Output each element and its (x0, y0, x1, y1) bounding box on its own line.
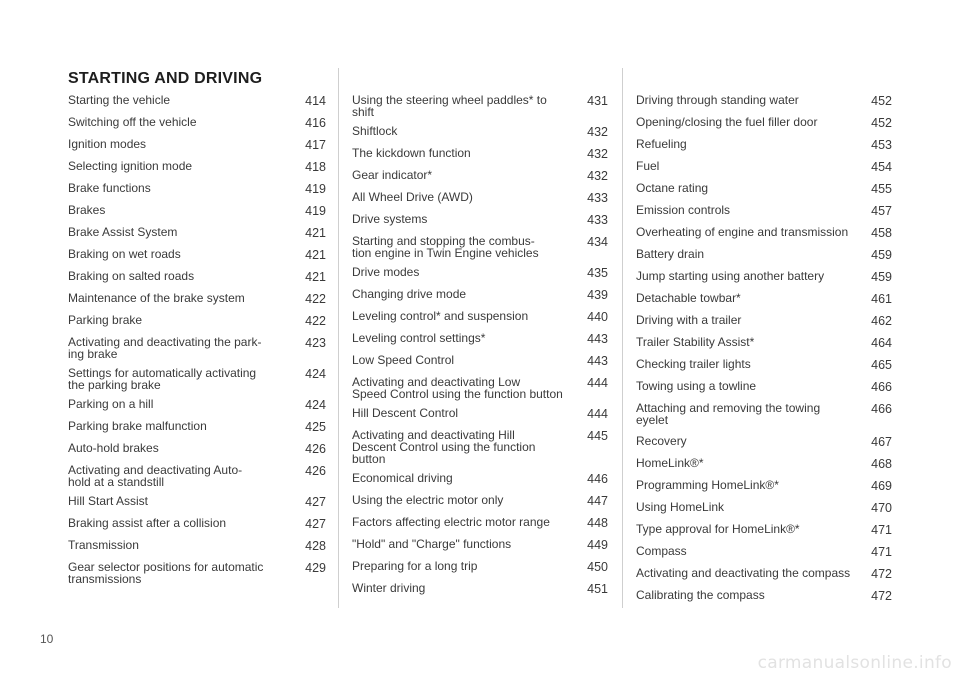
toc-entry[interactable] (352, 266, 608, 279)
toc-entry[interactable] (68, 539, 326, 552)
toc-entry[interactable] (352, 147, 608, 160)
toc-entry[interactable] (636, 545, 892, 558)
toc-entry-page: 449 (587, 538, 608, 552)
toc-entry-page: 432 (587, 169, 608, 183)
toc-entry-page: 450 (587, 560, 608, 574)
toc-entry-title: Checking trailer lights (636, 357, 751, 371)
toc-entry-page: 472 (871, 589, 892, 603)
toc-entry[interactable] (68, 204, 326, 217)
toc-entry-title: Calibrating the compass (636, 588, 765, 602)
toc-entry-title: Gear selector positions for automatic transmissions (68, 560, 264, 586)
toc-entry-title: Using the electric motor only (352, 493, 504, 507)
toc-entry[interactable] (68, 398, 326, 411)
toc-entry-page: 423 (305, 336, 326, 350)
toc-entry[interactable] (636, 457, 892, 470)
toc-entry-title: Recovery (636, 434, 687, 448)
toc-column-2 (352, 94, 608, 604)
toc-entry-title: Ignition modes (68, 137, 147, 151)
toc-entry-page: 424 (305, 367, 326, 381)
toc-entry-page: 425 (305, 420, 326, 434)
toc-entry[interactable] (352, 125, 608, 138)
toc-entry[interactable] (352, 376, 608, 400)
column-divider (338, 68, 339, 608)
toc-entry-page: 465 (871, 358, 892, 372)
toc-entry-title: Attaching and removing the towing eyelet (636, 401, 821, 427)
toc-entry[interactable] (68, 270, 326, 283)
toc-entry-page: 458 (871, 226, 892, 240)
toc-entry[interactable] (352, 169, 608, 182)
toc-entry[interactable] (636, 501, 892, 514)
toc-entry-title: Hill Start Assist (68, 494, 149, 508)
toc-entry-title: Braking on wet roads (68, 247, 181, 261)
toc-entry-title: Factors affecting electric motor range (352, 515, 550, 529)
toc-entry-page: 462 (871, 314, 892, 328)
toc-entry-title: "Hold" and "Charge" functions (352, 537, 512, 551)
toc-entry-page: 440 (587, 310, 608, 324)
toc-entry-title: Activating and deactivating the park- ing brake (68, 335, 262, 361)
toc-entry-title: Detachable towbar* (636, 291, 741, 305)
toc-entry-page: 421 (305, 270, 326, 284)
section-title: STARTING AND DRIVING (68, 70, 263, 87)
toc-entry[interactable] (636, 314, 892, 327)
toc-entry-title: Brake Assist System (68, 225, 178, 239)
toc-entry[interactable] (352, 582, 608, 595)
toc-entry-title: Overheating of engine and transmission (636, 225, 849, 239)
toc-entry[interactable] (636, 160, 892, 173)
toc-entry[interactable] (68, 517, 326, 530)
toc-entry-title: Battery drain (636, 247, 705, 261)
toc-entry-title: Programming HomeLink®* (636, 478, 779, 492)
toc-entry-title: Preparing for a long trip (352, 559, 478, 573)
toc-entry[interactable] (636, 479, 892, 492)
toc-entry-title: Driving through standing water (636, 93, 799, 107)
toc-entry[interactable] (68, 94, 326, 107)
toc-entry-title: Gear indicator* (352, 168, 433, 182)
toc-entry-page: 466 (871, 380, 892, 394)
toc-entry[interactable] (636, 204, 892, 217)
toc-entry[interactable] (68, 442, 326, 455)
toc-entry-title: Trailer Stability Assist* (636, 335, 755, 349)
toc-entry-page: 467 (871, 435, 892, 449)
toc-entry-title: Switching off the vehicle (68, 115, 197, 129)
toc-entry[interactable] (636, 523, 892, 536)
toc-entry-title: Using the steering wheel paddles* to shift (352, 93, 547, 119)
toc-entry-page: 444 (587, 407, 608, 421)
toc-entry[interactable] (636, 589, 892, 602)
toc-entry-page: 451 (587, 582, 608, 596)
toc-entry[interactable] (68, 367, 326, 391)
toc-entry-title: Activating and deactivating Low Speed Control using the function button (352, 375, 563, 401)
toc-entry[interactable] (352, 191, 608, 204)
toc-entry[interactable] (68, 292, 326, 305)
toc-entry[interactable] (68, 336, 326, 360)
toc-entry-title: Braking on salted roads (68, 269, 195, 283)
toc-entry[interactable] (636, 116, 892, 129)
toc-entry-page: 455 (871, 182, 892, 196)
toc-entry-page: 461 (871, 292, 892, 306)
toc-entry-title: Leveling control* and suspension (352, 309, 529, 323)
watermark: carmanualsonline.info (757, 653, 952, 673)
toc-entry[interactable] (636, 402, 892, 426)
toc-entry[interactable] (68, 138, 326, 151)
toc-entry-title: Fuel (636, 159, 660, 173)
toc-entry-page: 418 (305, 160, 326, 174)
toc-entry[interactable] (68, 160, 326, 173)
toc-entry-page: 459 (871, 248, 892, 262)
toc-entry-page: 419 (305, 182, 326, 196)
toc-entry-page: 429 (305, 561, 326, 575)
toc-entry[interactable] (68, 248, 326, 261)
toc-entry-title: Parking on a hill (68, 397, 154, 411)
toc-entry[interactable] (636, 94, 892, 107)
toc-entry-title: Activating and deactivating Hill Descent Control using the function button (352, 428, 536, 466)
toc-column-3 (636, 94, 892, 611)
toc-entry-title: Starting the vehicle (68, 93, 171, 107)
toc-entry-title: HomeLink®* (636, 456, 704, 470)
toc-entry[interactable] (636, 248, 892, 261)
toc-entry[interactable] (68, 182, 326, 195)
toc-entry-page: 457 (871, 204, 892, 218)
column-divider (622, 68, 623, 608)
toc-entry-page: 443 (587, 354, 608, 368)
toc-entry-page: 427 (305, 517, 326, 531)
toc-entry-title: Economical driving (352, 471, 453, 485)
toc-entry[interactable] (352, 407, 608, 420)
toc-entry-title: Jump starting using another battery (636, 269, 825, 283)
toc-entry-title: Transmission (68, 538, 139, 552)
toc-entry[interactable] (68, 561, 326, 585)
toc-entry-page: 453 (871, 138, 892, 152)
toc-entry-title: Winter driving (352, 581, 426, 595)
toc-entry[interactable] (352, 494, 608, 507)
toc-entry-page: 426 (305, 442, 326, 456)
toc-entry[interactable] (636, 138, 892, 151)
toc-entry-page: 448 (587, 516, 608, 530)
toc-entry-title: Changing drive mode (352, 287, 467, 301)
page-number: 10 (40, 632, 54, 646)
toc-entry-title: Towing using a towline (636, 379, 757, 393)
toc-entry-page: 431 (587, 94, 608, 108)
toc-entry-page: 434 (587, 235, 608, 249)
toc-entry-title: Parking brake (68, 313, 143, 327)
toc-entry-page: 459 (871, 270, 892, 284)
toc-entry[interactable] (352, 429, 608, 465)
toc-entry[interactable] (352, 94, 608, 118)
toc-entry-title: Parking brake malfunction (68, 419, 207, 433)
toc-entry[interactable] (636, 380, 892, 393)
toc-entry-page: 447 (587, 494, 608, 508)
toc-entry-title: Auto-hold brakes (68, 441, 159, 455)
toc-entry-title: Maintenance of the brake system (68, 291, 245, 305)
toc-entry-title: Type approval for HomeLink®* (636, 522, 800, 536)
toc-entry[interactable] (68, 495, 326, 508)
toc-entry-page: 416 (305, 116, 326, 130)
toc-entry[interactable] (352, 332, 608, 345)
toc-entry-title: Brakes (68, 203, 106, 217)
toc-entry-page: 432 (587, 147, 608, 161)
toc-entry-page: 470 (871, 501, 892, 515)
toc-entry-page: 454 (871, 160, 892, 174)
toc-entry-page: 432 (587, 125, 608, 139)
toc-entry-page: 427 (305, 495, 326, 509)
toc-entry[interactable] (68, 420, 326, 433)
toc-entry-title: Leveling control settings* (352, 331, 486, 345)
toc-entry[interactable] (636, 226, 892, 239)
toc-entry-title: Driving with a trailer (636, 313, 742, 327)
toc-entry-page: 439 (587, 288, 608, 302)
toc-entry-page: 445 (587, 429, 608, 443)
toc-entry[interactable] (636, 435, 892, 448)
toc-entry-page: 452 (871, 116, 892, 130)
toc-entry-page: 471 (871, 523, 892, 537)
toc-entry-title: Low Speed Control (352, 353, 455, 367)
toc-entry[interactable] (68, 314, 326, 327)
toc-entry-title: All Wheel Drive (AWD) (352, 190, 473, 204)
toc-entry[interactable] (68, 464, 326, 488)
toc-entry[interactable] (636, 358, 892, 371)
toc-entry-page: 419 (305, 204, 326, 218)
toc-entry-page: 468 (871, 457, 892, 471)
toc-entry-title: Selecting ignition mode (68, 159, 193, 173)
toc-entry-title: Drive modes (352, 265, 420, 279)
toc-entry-page: 424 (305, 398, 326, 412)
toc-entry[interactable] (352, 310, 608, 323)
toc-entry-title: Refueling (636, 137, 687, 151)
toc-column-1 (68, 94, 326, 592)
toc-entry[interactable] (352, 354, 608, 367)
toc-entry-page: 422 (305, 314, 326, 328)
toc-entry-page: 428 (305, 539, 326, 553)
toc-entry-page: 426 (305, 464, 326, 478)
toc-entry-page: 443 (587, 332, 608, 346)
toc-entry-title: Hill Descent Control (352, 406, 459, 420)
toc-entry-title: Starting and stopping the combus- tion engine in Twin Engine vehicles (352, 234, 539, 260)
toc-entry-title: Opening/closing the fuel filler door (636, 115, 818, 129)
toc-entry-page: 417 (305, 138, 326, 152)
toc-entry-title: Octane rating (636, 181, 709, 195)
toc-entry-title: Using HomeLink (636, 500, 725, 514)
toc-entry[interactable] (68, 226, 326, 239)
toc-entry-page: 414 (305, 94, 326, 108)
toc-entry-page: 472 (871, 567, 892, 581)
toc-entry[interactable] (636, 336, 892, 349)
toc-entry-title: Compass (636, 544, 687, 558)
toc-entry-title: The kickdown function (352, 146, 471, 160)
toc-entry-page: 464 (871, 336, 892, 350)
toc-entry-title: Emission controls (636, 203, 731, 217)
toc-entry-title: Settings for automatically activating the parking brake (68, 366, 257, 392)
toc-entry-title: Braking assist after a collision (68, 516, 227, 530)
toc-entry[interactable] (636, 567, 892, 580)
toc-entry[interactable] (352, 516, 608, 529)
toc-entry[interactable] (636, 182, 892, 195)
toc-entry[interactable] (636, 270, 892, 283)
toc-entry[interactable] (352, 560, 608, 573)
toc-entry[interactable] (68, 116, 326, 129)
toc-entry-page: 422 (305, 292, 326, 306)
toc-entry-title: Activating and deactivating Auto- hold at a standstill (68, 463, 243, 489)
toc-entry-page: 452 (871, 94, 892, 108)
toc-entry-page: 433 (587, 213, 608, 227)
toc-entry-title: Drive systems (352, 212, 428, 226)
toc-entry-title: Shiftlock (352, 124, 398, 138)
toc-entry-page: 469 (871, 479, 892, 493)
toc-entry-title: Activating and deactivating the compass (636, 566, 851, 580)
toc-entry-page: 446 (587, 472, 608, 486)
toc-entry[interactable] (352, 288, 608, 301)
toc-entry-page: 433 (587, 191, 608, 205)
toc-entry-page: 421 (305, 226, 326, 240)
toc-entry[interactable] (352, 235, 608, 259)
toc-entry-page: 444 (587, 376, 608, 390)
toc-entry-page: 466 (871, 402, 892, 416)
toc-entry-title: Brake functions (68, 181, 151, 195)
toc-entry-page: 435 (587, 266, 608, 280)
toc-entry-page: 421 (305, 248, 326, 262)
toc-entry[interactable] (352, 472, 608, 485)
toc-entry[interactable] (352, 213, 608, 226)
toc-entry-page: 471 (871, 545, 892, 559)
toc-entry[interactable] (352, 538, 608, 551)
toc-entry[interactable] (636, 292, 892, 305)
